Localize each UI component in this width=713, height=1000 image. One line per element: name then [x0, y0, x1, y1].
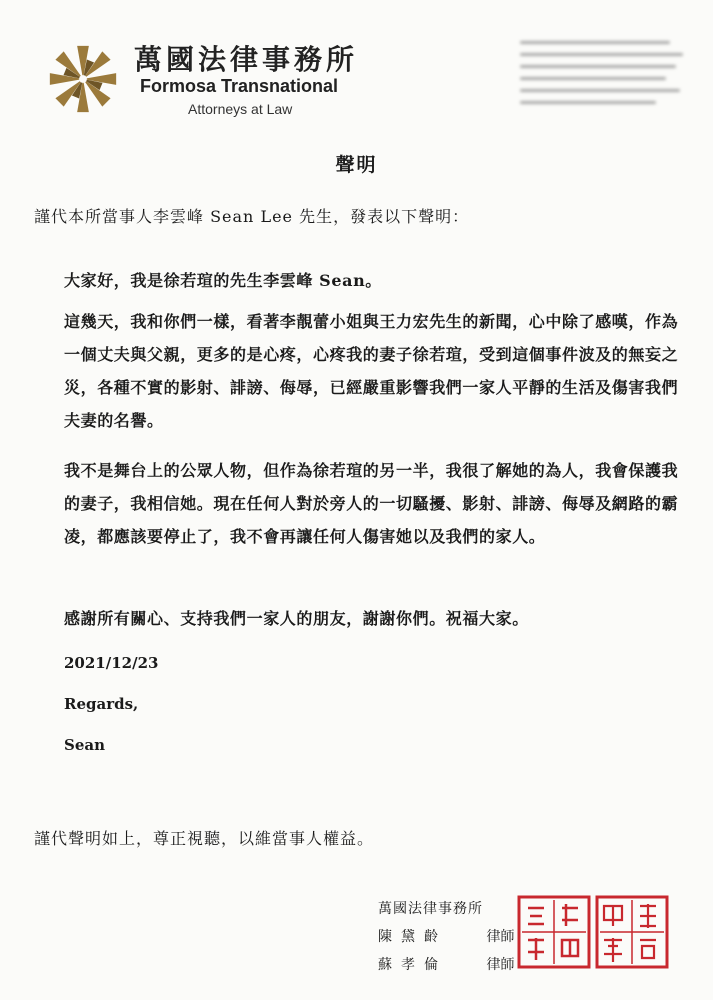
paragraph-thanks: 感謝所有關心、支持我們一家人的朋友，謝謝你們。祝福大家。 [64, 609, 529, 628]
paragraph-greeting: 大家好，我是徐若瑄的先生李雲峰 Sean。 [64, 271, 382, 290]
signoff-name: Sean [64, 736, 106, 754]
regards-line: Regards, [64, 695, 139, 713]
closing-line: 謹代聲明如上，尊正視聽，以維當事人權益。 [34, 829, 375, 848]
lawyer-seal-icon [594, 894, 670, 970]
lawyer-seal-icon [516, 894, 592, 970]
lawyer-title: 律師 [486, 929, 515, 945]
intro-line: 謹代本所當事人李雲峰 Sean Lee 先生，發表以下聲明： [34, 207, 470, 226]
signature-lawyer-2 [378, 954, 514, 974]
firm-subtitle: Attorneys at Law [188, 101, 293, 117]
firm-name-english: Formosa Transnational [140, 76, 339, 96]
paragraph-news: 這幾天，我和你們一樣，看著李靚蕾小姐與王力宏先生的新聞，心中除了感嘆，作為一個丈夫與父親，更多的是心疼，心疼我的妻子徐若瑄，受到這個事件波及的無妄之災，各種不實的影射、誹謗、侮辱，已經嚴重影響我們一家人平靜的生活及傷害我們夫妻的名譽。 [64, 312, 679, 430]
document-title: 聲明 [335, 154, 378, 176]
statement-date: 2021/12/23 [64, 654, 159, 672]
firm-logo-icon [44, 40, 122, 118]
lawyer-name: 蘇孝倫 [378, 957, 447, 973]
redacted-contact-info [520, 32, 690, 122]
paragraph-protect: 我不是舞台上的公眾人物，但作為徐若瑄的另一半，我很了解她的為人，我會保護我的妻子，我相信她。現在任何人對於旁人的一切騷擾、影射、誹謗、侮辱及網路的霸凌，都應該要停止了，我不會再讓任何人傷害她以及我們的家人。 [64, 461, 679, 546]
signature-firm: 萬國法律事務所 [378, 901, 483, 917]
lawyer-name: 陳黛齡 [378, 929, 447, 945]
firm-name-chinese: 萬國法律事務所 [134, 43, 359, 76]
signature-lawyer-1 [378, 926, 514, 946]
lawyer-title: 律師 [486, 957, 515, 973]
